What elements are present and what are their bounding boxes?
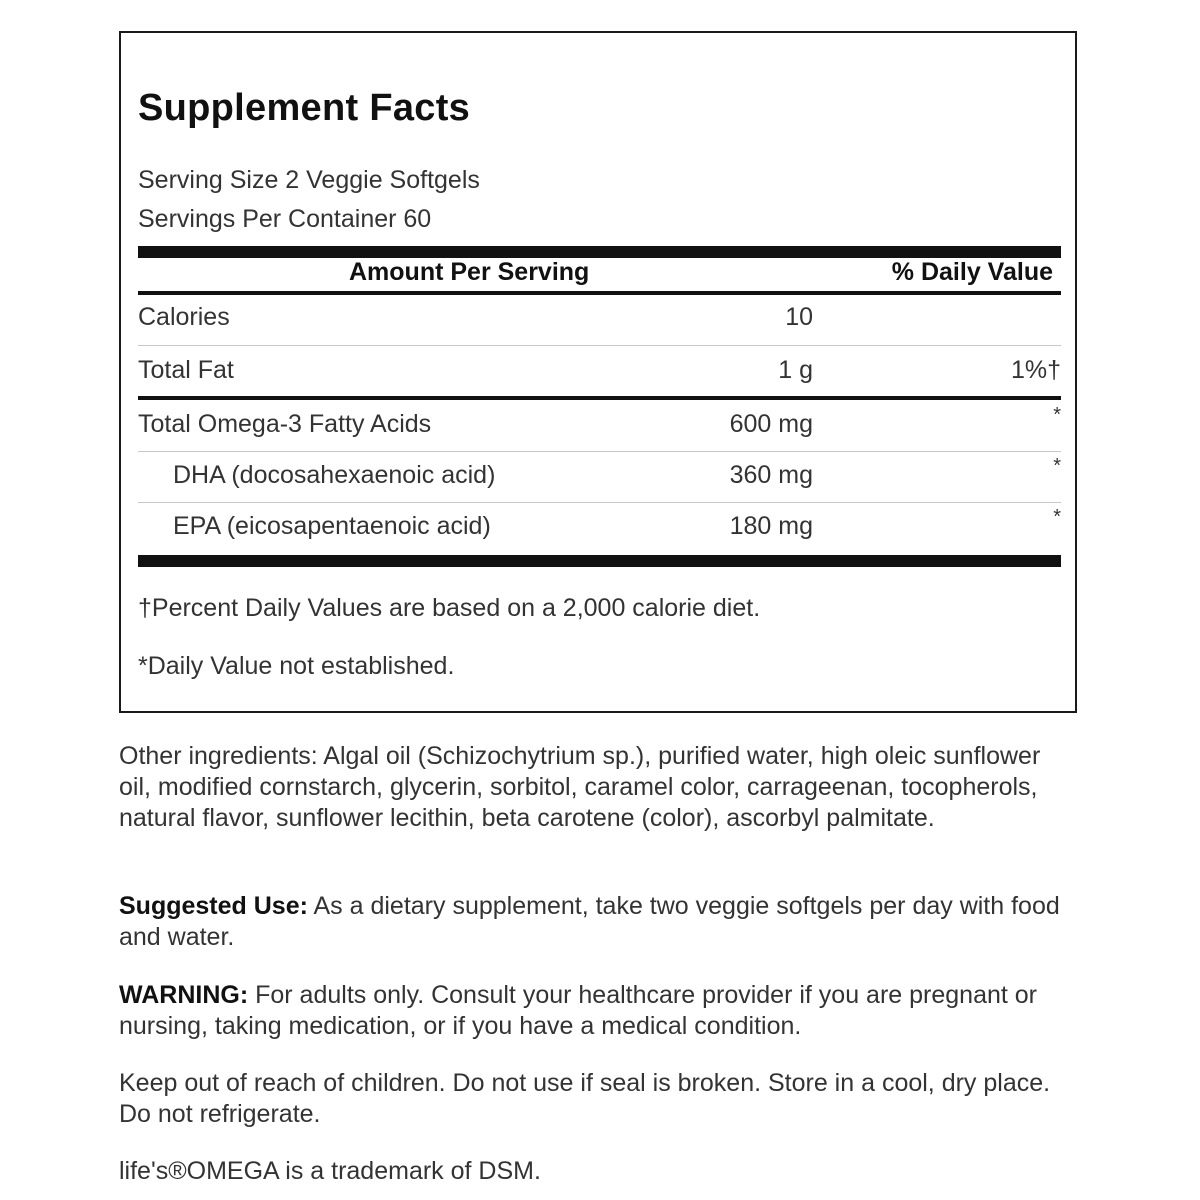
trademark-notice: life's®OMEGA is a trademark of DSM. xyxy=(119,1157,541,1185)
warning-label: WARNING: xyxy=(119,981,249,1009)
divider-thick-bottom xyxy=(138,555,1061,567)
nutrient-daily-value: * xyxy=(1053,506,1061,528)
row-divider xyxy=(138,345,1061,346)
nutrient-amount: 10 xyxy=(785,303,813,331)
nutrient-amount: 1 g xyxy=(778,356,813,384)
serving-size: Serving Size 2 Veggie Softgels xyxy=(138,166,480,194)
supplement-facts-title: Supplement Facts xyxy=(138,87,471,129)
header-daily-value: % Daily Value xyxy=(891,258,1053,286)
nutrient-name: Total Omega-3 Fatty Acids xyxy=(138,410,432,438)
nutrient-amount: 360 mg xyxy=(729,461,813,489)
divider-thick-top xyxy=(138,246,1061,258)
nutrient-daily-value: 1%† xyxy=(1010,356,1061,384)
divider-header xyxy=(138,291,1061,295)
storage-instructions: Keep out of reach of children. Do not use if seal is broken. Store in a cool, dry place. Do not refrigerate. xyxy=(119,1069,1051,1128)
nutrient-name: Total Fat xyxy=(138,356,234,384)
footnote-daily-value-not-established: *Daily Value not established. xyxy=(138,652,455,680)
row-divider xyxy=(138,502,1061,503)
table-row-calories xyxy=(138,303,1061,337)
nutrient-daily-value: * xyxy=(1053,455,1061,477)
header-amount-per-serving: Amount Per Serving xyxy=(349,258,590,286)
table-row-epa xyxy=(138,506,1061,546)
warning-text: For adults only. Consult your healthcare provider if you are pregnant or nursing, taking medication, or if you have a medical condition. xyxy=(119,981,1037,1040)
suggested-use xyxy=(119,891,1079,953)
footnote-percent-daily-value: †Percent Daily Values are based on a 2,000 calorie diet. xyxy=(138,594,761,622)
table-row-total-fat xyxy=(138,356,1061,390)
nutrient-amount: 180 mg xyxy=(729,512,813,540)
row-divider xyxy=(138,451,1061,452)
nutrient-name: Calories xyxy=(138,303,230,331)
suggested-use-text: As a dietary supplement, take two veggie softgels per day with food and water. xyxy=(119,892,1060,951)
warning xyxy=(119,980,1079,1042)
other-ingredients: Other ingredients: Algal oil (Schizochytrium sp.), purified water, high oleic sunflower oil, modified cornstarch, glycerin, sorbitol, caramel color, carrageenan, tocopherols, natural flavor, sunflower lecithin, beta carotene (color), ascorbyl palmitate. xyxy=(119,742,1041,832)
table-row-dha xyxy=(138,455,1061,495)
supplement-facts-panel xyxy=(119,31,1077,713)
suggested-use-label: Suggested Use: xyxy=(119,892,308,920)
servings-per-container: Servings Per Container 60 xyxy=(138,205,432,233)
divider-section xyxy=(138,396,1061,400)
nutrient-daily-value: * xyxy=(1053,404,1061,426)
table-row-omega-3 xyxy=(138,404,1061,444)
table-header xyxy=(138,258,1061,290)
nutrient-name: EPA (eicosapentaenoic acid) xyxy=(173,512,491,540)
nutrient-amount: 600 mg xyxy=(729,410,813,438)
nutrient-name: DHA (docosahexaenoic acid) xyxy=(173,461,496,489)
